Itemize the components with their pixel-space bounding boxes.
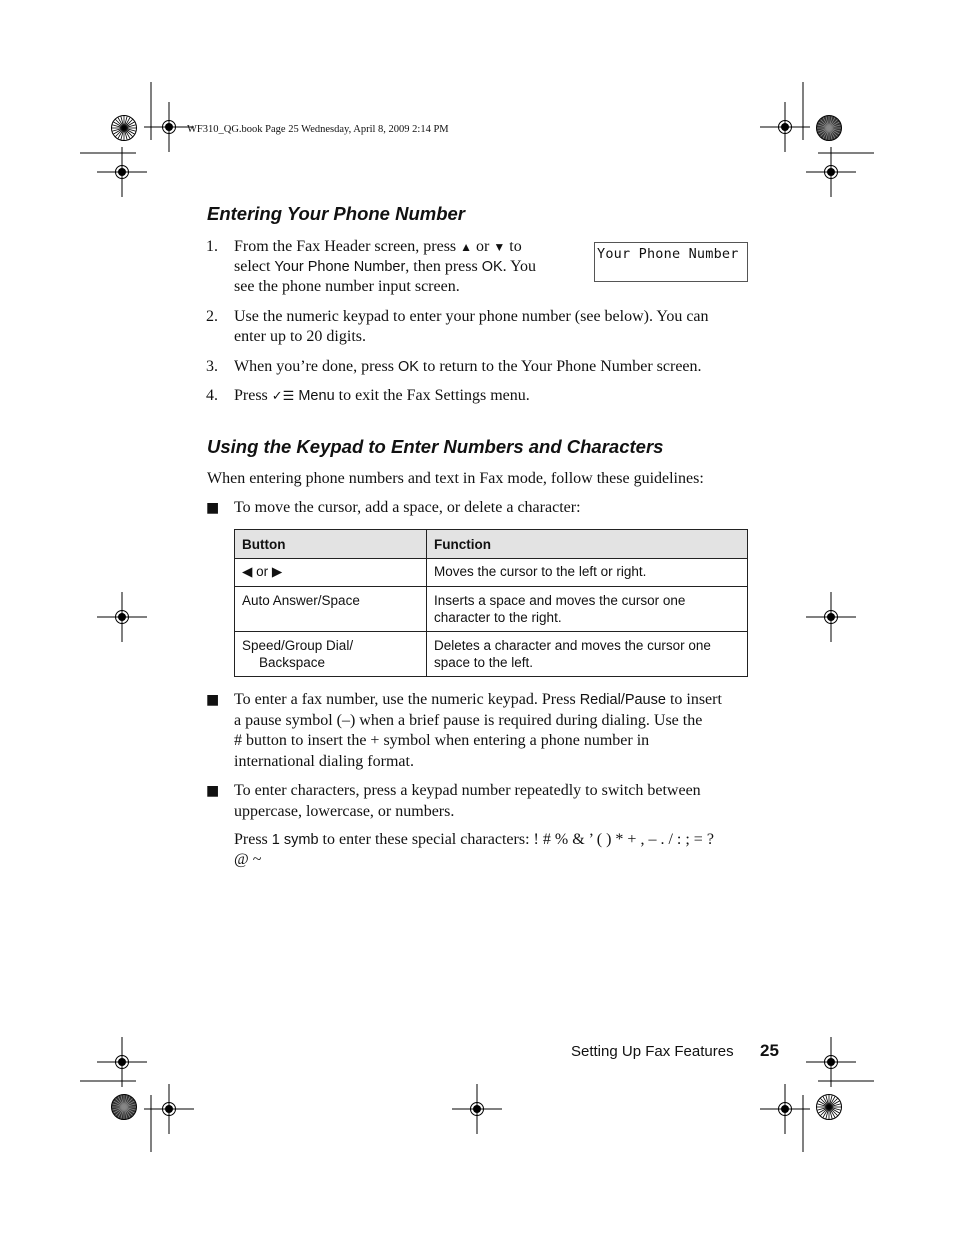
bullet-marker: ■ [206,783,220,799]
text-run: When you’re done, press [234,358,398,375]
keypad-intro: When entering phone numbers and text in Fax mode, follow these guidelines: [207,470,704,487]
text-run: uppercase, lowercase, or numbers. [234,802,455,820]
table-row [235,632,748,677]
table-cell-button [235,632,427,677]
cell-line: Speed/Group Dial/ [242,638,354,653]
table-row [235,559,748,587]
lcd-text: Your Phone Number [597,246,739,262]
text-run: select [234,258,275,275]
bullet-marker: ■ [206,500,220,516]
step-number: 4. [206,387,218,404]
bullet-chars-line [234,781,701,801]
step-number: 2. [206,308,218,325]
cell-line: ◀ or ▶ [242,564,283,579]
table-header-row [235,530,748,559]
text-run: see the phone number input screen. [234,278,460,295]
menu-icon: ✓☰ [271,388,295,403]
ui-term: OK [397,359,419,375]
ui-term: Your Phone Number [274,259,406,275]
bullet-marker: ■ [206,692,220,708]
ui-term: 1 symb [271,832,319,848]
table-cell-function [427,559,748,587]
step-1-line [234,277,460,297]
text-run: To enter characters, press a keypad number repeatedly to switch between [234,782,701,799]
book-file-info: WF310_QG.book Page 25 Wednesday, April 8, 2009 2:14 PM [187,124,449,135]
bullet-chars-line [234,802,454,822]
lcd-screen-illustration [594,242,748,282]
text-run: To enter a fax number, use the numeric keypad. Press [234,691,580,708]
text-run: Use the numeric keypad to enter your phone number (see below). You can [234,308,709,325]
cell-line: Backspace [259,655,326,670]
cell-line: space to the left. [434,655,534,670]
section-title-keypad: Using the Keypad to Enter Numbers and Characters [207,436,664,457]
special-chars-line [234,850,261,870]
text-run: a pause symbol (–) when a brief pause is required during dialing. Use the [234,711,703,729]
ui-term: Redial/Pause [579,692,666,708]
table-header-button: Button [235,530,427,559]
text-run: Press [234,387,272,404]
step-4-line [234,386,530,406]
text-run: From the Fax Header screen, press [234,238,461,255]
section-title-phone-number: Entering Your Phone Number [207,203,465,224]
button-function-table [234,529,748,677]
text-run: enter up to 20 digits. [234,328,366,345]
table-header-function: Function [427,530,748,559]
arrow-icon: ▼ [493,240,506,254]
footer-section-title: Setting Up Fax Features [571,1043,734,1060]
cell-line: character to the right. [434,610,562,625]
text-run: to enter these special characters: ! # % & ’ ( ) * + , – . / : ; = ? [318,831,714,848]
text-run: or [472,238,494,255]
table-cell-button [235,559,427,587]
cell-line: Moves the cursor to the left or right. [434,564,647,579]
bullet-fax-line [234,731,649,751]
table-cell-function [427,587,748,632]
text-run: to [505,238,522,255]
table-row [235,587,748,632]
bullet-fax-line [234,690,722,710]
step-1-line [234,257,536,277]
text-run: . You [502,258,537,275]
text-run: to insert [665,691,722,708]
step-number: 3. [206,358,218,375]
text-run: Press [234,831,272,848]
bullet-fax-line [234,711,702,731]
ui-term: Menu [294,388,335,404]
cell-line: Inserts a space and moves the cursor one [434,593,686,608]
text-run: # button to insert the + symbol when entering a phone number in [234,732,650,749]
bullet-fax-line [234,752,414,772]
step-3-line [234,357,702,377]
cell-line: Deletes a character and moves the cursor one [434,638,711,653]
table-cell-function [427,632,748,677]
text-run: to return to the Your Phone Number screen. [418,358,702,375]
ui-term: OK [481,259,503,275]
text-run: @ ~ [234,851,262,868]
step-2-line [234,307,709,327]
text-run: , then press [405,258,482,275]
step-number: 1. [206,238,218,255]
bullet-move-cursor: To move the cursor, add a space, or delete a character: [234,499,581,516]
arrow-icon: ▲ [460,240,473,254]
step-2-line [234,327,366,347]
text-run: to exit the Fax Settings menu. [334,387,530,404]
special-chars-line [234,830,714,850]
page-number: 25 [760,1041,779,1060]
step-1-line [234,237,522,257]
table-cell-button [235,587,427,632]
cell-line: Auto Answer/Space [242,593,360,608]
text-run: international dialing format. [234,752,414,770]
